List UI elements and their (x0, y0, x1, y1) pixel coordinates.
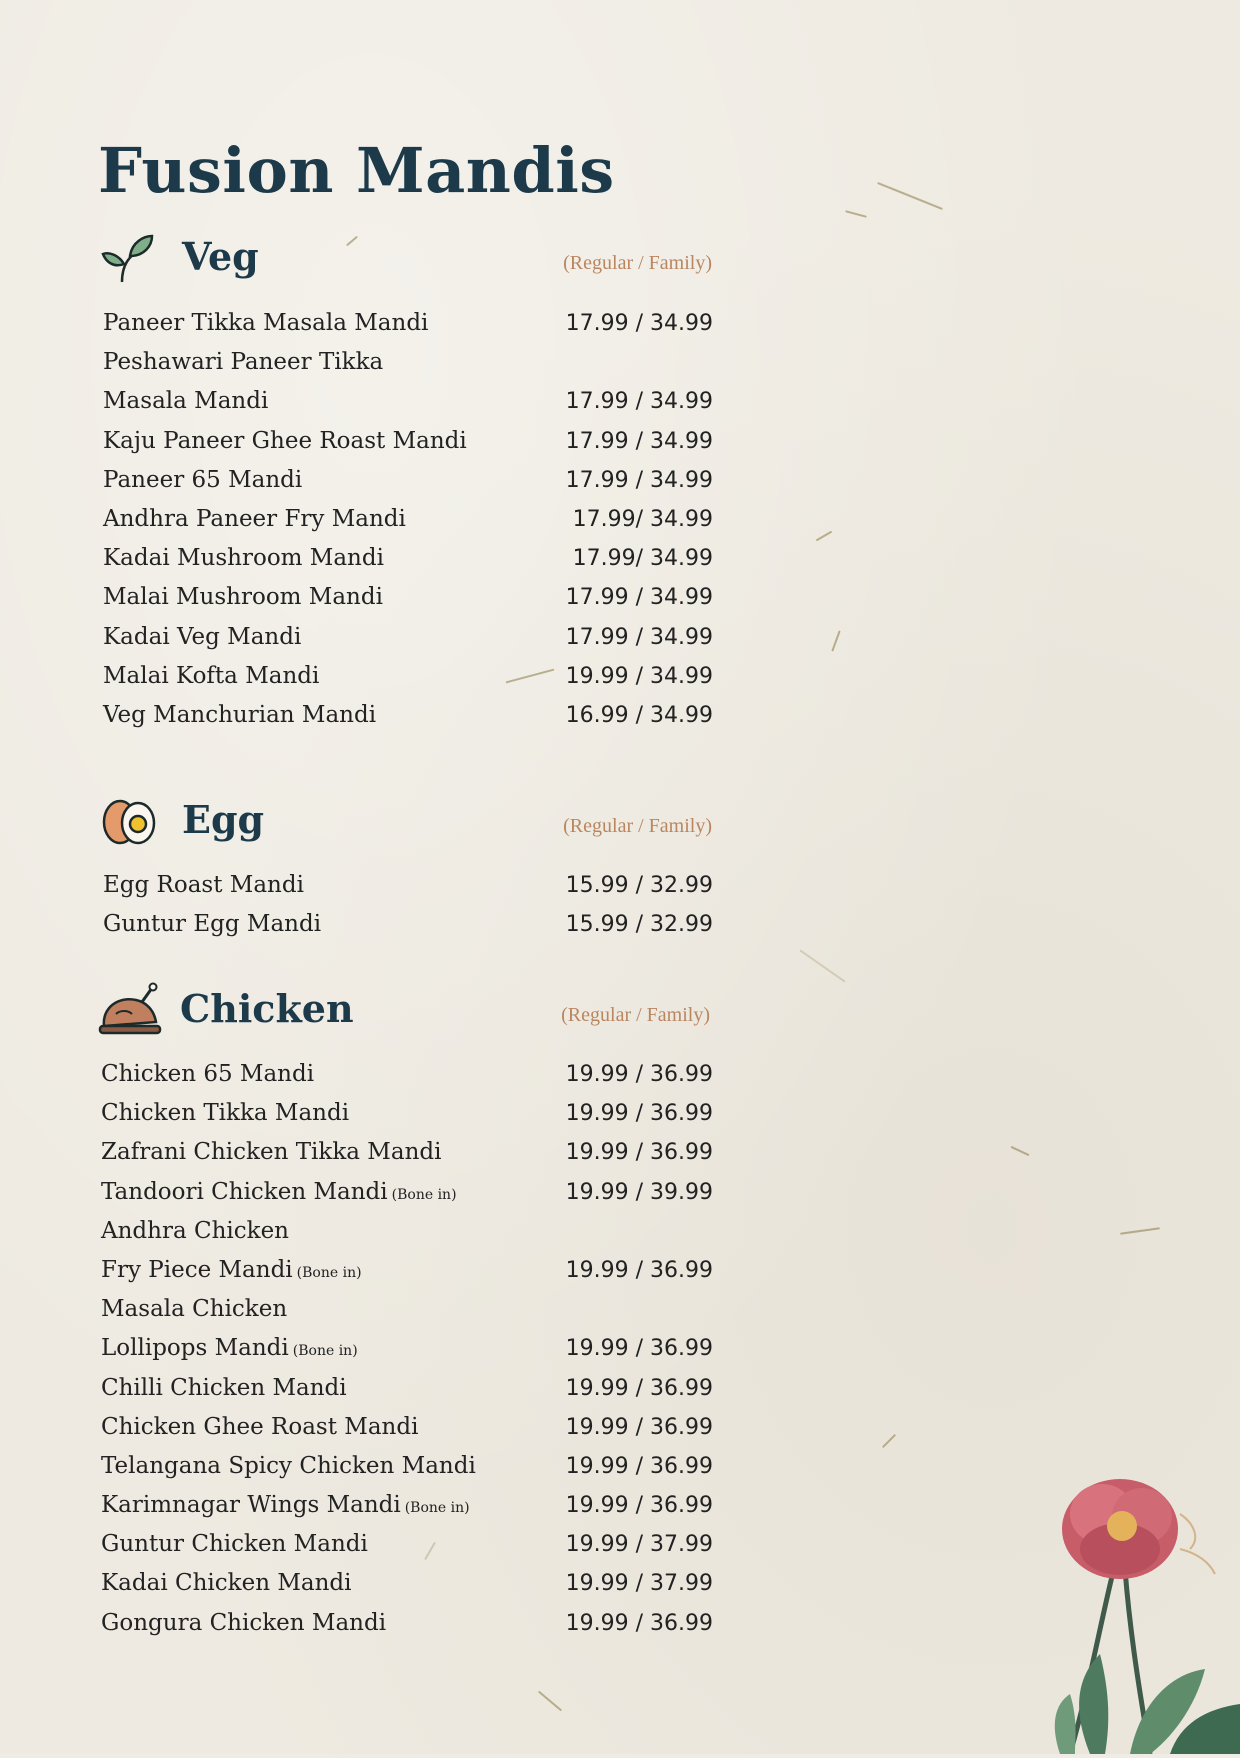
list-item: Veg Manchurian Mandi 16.99 / 34.99 (103, 701, 713, 728)
egg-icon (100, 793, 158, 851)
list-item: Tandoori Chicken Mandi (Bone in) 19.99 / 39.99 (101, 1178, 713, 1205)
list-item: Kadai Chicken Mandi 19.99 / 37.99 (101, 1570, 713, 1597)
list-item: Lollipops Mandi (Bone in) 19.99 / 36.99 (101, 1335, 713, 1362)
list-item: Chicken Tikka Mandi 19.99 / 36.99 (101, 1100, 713, 1127)
list-item: Chicken Ghee Roast Mandi 19.99 / 36.99 (101, 1413, 713, 1440)
section-title-egg: Egg (182, 797, 265, 842)
list-item: Kadai Mushroom Mandi 17.99/ 34.99 (103, 545, 713, 572)
list-item: Andhra Paneer Fry Mandi 17.99/ 34.99 (103, 505, 713, 532)
list-item: Masala Mandi 17.99 / 34.99 (103, 388, 713, 415)
list-item: Guntur Chicken Mandi 19.99 / 37.99 (101, 1531, 713, 1558)
chicken-item-list (101, 1055, 713, 1643)
egg-item-list (103, 866, 713, 944)
list-item: Chilli Chicken Mandi 19.99 / 36.99 (101, 1374, 713, 1401)
list-item: Masala Chicken (101, 1296, 288, 1323)
list-item: Karimnagar Wings Mandi (Bone in) 19.99 / 36.99 (101, 1492, 713, 1519)
list-item: Telangana Spicy Chicken Mandi 19.99 / 36.99 (101, 1452, 713, 1479)
section-header-veg (100, 230, 720, 290)
price-header-chicken: (Regular / Family) (561, 1004, 710, 1026)
price-header-veg: (Regular / Family) (563, 252, 712, 274)
list-item: Kaju Paneer Ghee Roast Mandi 17.99 / 34.99 (103, 427, 713, 454)
section-title-chicken: Chicken (180, 986, 354, 1031)
list-item: Chicken 65 Mandi 19.99 / 36.99 (101, 1061, 713, 1087)
list-item: Zafrani Chicken Tikka Mandi 19.99 / 36.99 (101, 1139, 713, 1166)
flower-illustration (1030, 1454, 1240, 1754)
section-header-chicken (98, 982, 718, 1042)
veg-item-list (103, 304, 713, 735)
list-item: Malai Mushroom Mandi 17.99 / 34.99 (103, 584, 713, 611)
menu-title: Fusion Mandis (98, 133, 615, 207)
list-item: Peshawari Paneer Tikka (103, 349, 384, 376)
list-item: Andhra Chicken (101, 1217, 289, 1244)
leaf-icon (100, 230, 158, 288)
list-item: Guntur Egg Mandi 15.99 / 32.99 (103, 911, 713, 938)
list-item: Paneer Tikka Masala Mandi 17.99 / 34.99 (103, 310, 713, 336)
section-title-veg: Veg (182, 234, 259, 279)
list-item: Kadai Veg Mandi 17.99 / 34.99 (103, 623, 713, 650)
list-item: Paneer 65 Mandi 17.99 / 34.99 (103, 466, 713, 493)
list-item: Egg Roast Mandi 15.99 / 32.99 (103, 872, 713, 898)
list-item: Gongura Chicken Mandi 19.99 / 36.99 (101, 1609, 713, 1636)
list-item: Fry Piece Mandi (Bone in) 19.99 / 36.99 (101, 1256, 713, 1283)
section-header-egg (100, 793, 720, 853)
roast-chicken-icon (98, 982, 156, 1040)
list-item: Malai Kofta Mandi 19.99 / 34.99 (103, 662, 713, 689)
price-header-egg: (Regular / Family) (563, 815, 712, 837)
